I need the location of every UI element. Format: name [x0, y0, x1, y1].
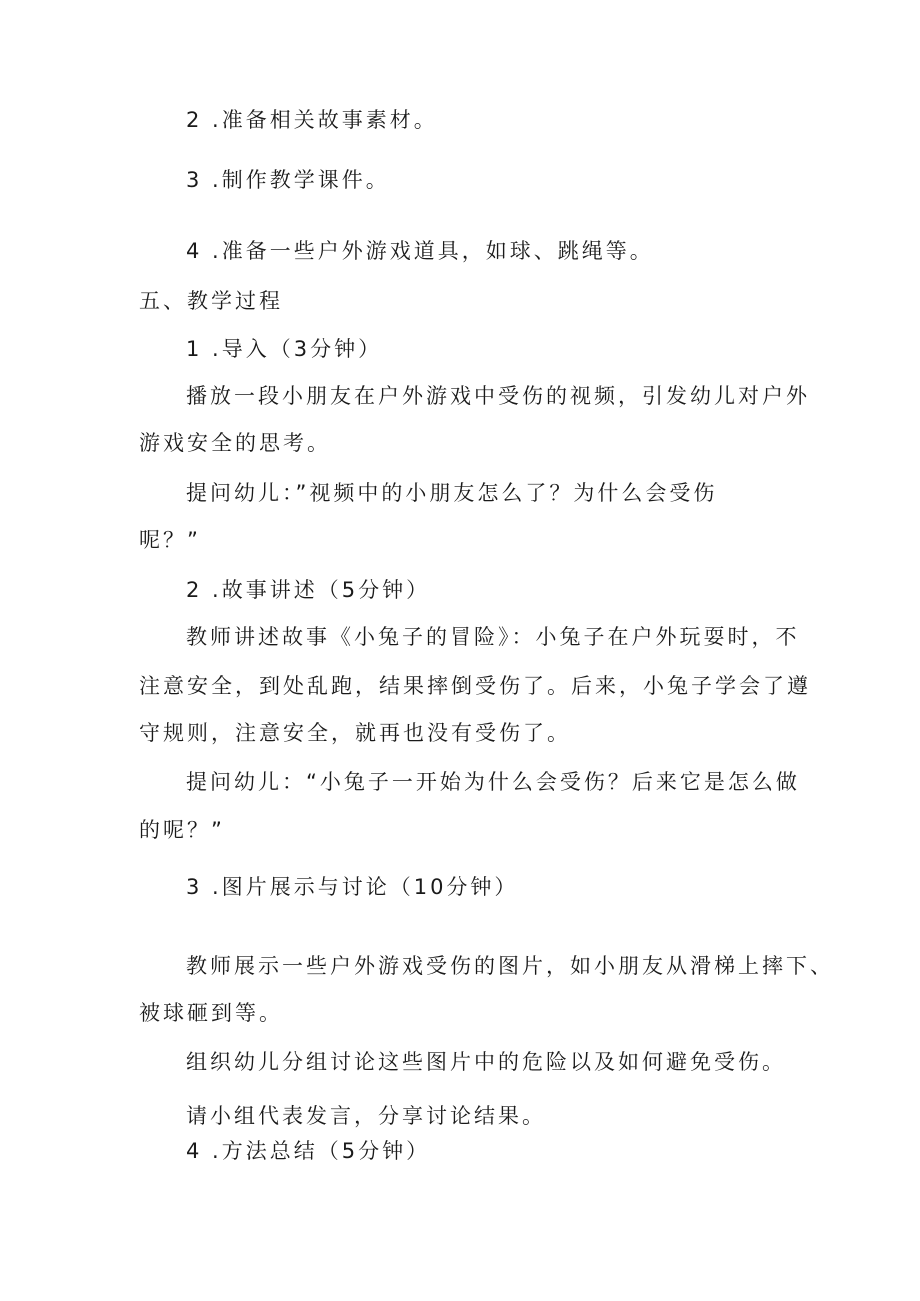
- step-4-heading: 4 .方法总结（5分钟）: [186, 1139, 431, 1163]
- section-heading: 五、教学过程: [139, 289, 283, 313]
- step-2-paragraph-line: 守规则，注意安全，就再也没有受伤了。: [139, 721, 571, 745]
- step-2-heading: 2 .故事讲述（5分钟）: [186, 578, 431, 602]
- step-3-paragraph-line: 教师展示一些户外游戏受伤的图片，如小朋友从滑梯上摔下、: [186, 954, 834, 978]
- step-1-question-line: 呢？”: [139, 528, 201, 552]
- step-3-paragraph-line: 被球砸到等。: [139, 1001, 283, 1025]
- step-3-heading: 3 .图片展示与讨论（10分钟）: [186, 875, 519, 899]
- step-1-question-line: 提问幼儿：”视频中的小朋友怎么了？为什么会受伤: [186, 481, 718, 505]
- step-1-paragraph-line: 游戏安全的思考。: [139, 431, 331, 455]
- prep-item-3: 3 .制作教学课件。: [186, 168, 390, 192]
- step-2-question-line: 的呢？”: [139, 818, 225, 842]
- step-2-paragraph-line: 教师讲述故事《小兔子的冒险》：小兔子在户外玩耍时，不: [186, 625, 800, 649]
- step-1-paragraph-line: 播放一段小朋友在户外游戏中受伤的视频，引发幼儿对户外: [186, 384, 810, 408]
- step-2-paragraph-line: 注意安全，到处乱跑，结果摔倒受伤了。后来，小兔子学会了遵: [139, 674, 811, 698]
- step-1-heading: 1 .导入（3分钟）: [186, 337, 383, 361]
- step-3-paragraph: 组织幼儿分组讨论这些图片中的危险以及如何避免受伤。: [186, 1050, 786, 1074]
- step-3-paragraph: 请小组代表发言，分享讨论结果。: [186, 1104, 546, 1128]
- step-2-question-line: 提问幼儿：“小兔子一开始为什么会受伤？后来它是怎么做: [186, 770, 800, 794]
- prep-item-2: 2 .准备相关故事素材。: [186, 108, 438, 132]
- prep-item-4: 4 .准备一些户外游戏道具，如球、跳绳等。: [186, 239, 654, 263]
